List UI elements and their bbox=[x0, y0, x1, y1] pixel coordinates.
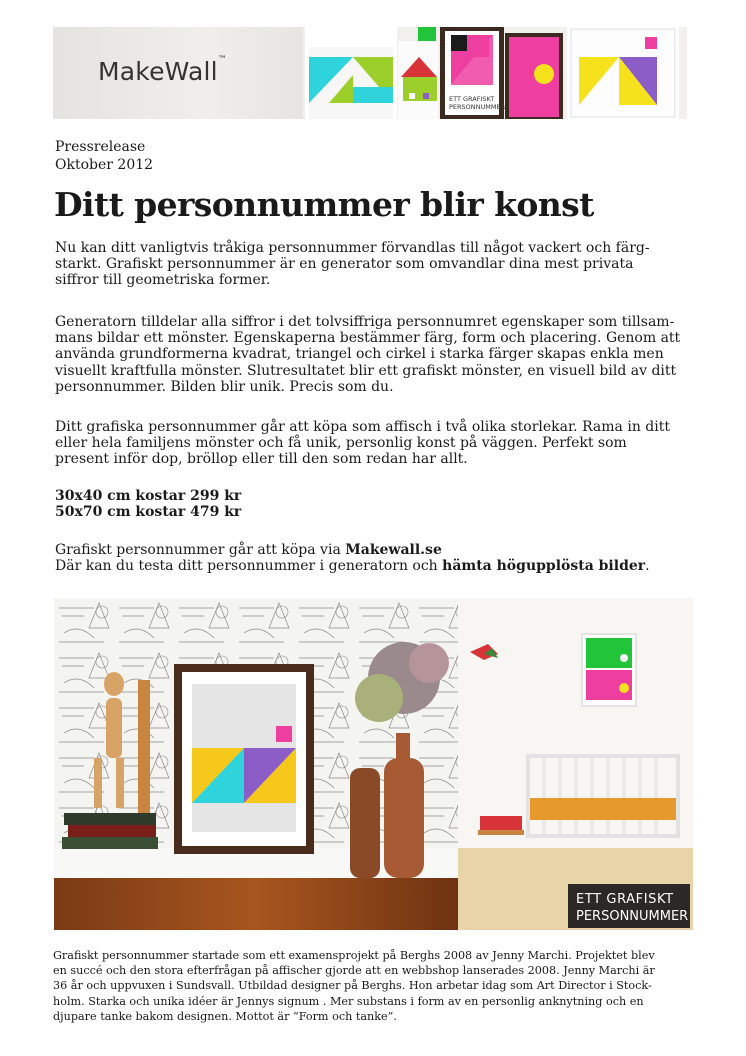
caption-line: 36 år och uppvuxen i Sundsvall. Utbildad designer på Berghs. Hon arbetar idag som Art Director i Stock- bbox=[53, 979, 652, 993]
poster-line: Ditt grafiska personnummer går att köpa som affisch i två olika storlekar. Rama in ditt bbox=[55, 419, 670, 435]
intro-paragraph bbox=[55, 240, 695, 289]
photo-overlay-line-1: ETT GRAFISKT bbox=[576, 892, 674, 907]
nursery-photo bbox=[458, 598, 693, 930]
poster-3 bbox=[440, 27, 506, 119]
buy-line-1: Grafiskt personnummer går att köpa via Makewall.se bbox=[55, 542, 442, 558]
price-small: 30x40 cm kostar 299 kr bbox=[55, 488, 242, 504]
intro-line: siffror till geometriska former. bbox=[55, 272, 271, 289]
poster-line: eller hela familjens mönster och få unik, personlig konst på väggen. Perfekt som bbox=[55, 435, 627, 452]
generator-line: mans bildar ett mönster. Egenskaperna bestämmer färg, form och placering. Genom att bbox=[55, 330, 681, 347]
poster-1 bbox=[305, 27, 397, 119]
generator-line: använda grundformerna kvadrat, triangel och cirkel i starka färger skapas enkla men bbox=[55, 346, 664, 363]
buy-paragraph bbox=[55, 542, 695, 574]
poster-5 bbox=[567, 27, 679, 119]
caption-line: en succé och den stora efterfrågan på affischer gjorde att en webbshop lanserades 2008. Jenny Marchi är bbox=[53, 964, 655, 978]
poster-paragraph bbox=[55, 419, 695, 468]
header-banner bbox=[53, 27, 687, 119]
logo-text: MakeWall bbox=[98, 57, 218, 86]
interior-photo bbox=[54, 598, 458, 930]
intro-line: Nu kan ditt vanligtvis tråkiga personnummer förvandlas till något vackert och färg- bbox=[55, 240, 650, 256]
caption-line: djupare tanke bakom designen. Mottot är “Form och tanke”. bbox=[53, 1009, 397, 1023]
logo-trademark: ™ bbox=[217, 55, 227, 65]
price-list bbox=[55, 488, 695, 520]
page-title: Ditt personnummer blir konst bbox=[54, 185, 594, 224]
banner-posters bbox=[53, 27, 687, 119]
caption-line: holm. Starka och unika idéer är Jennys signum . Mer substans i form av en personlig anknytning och en bbox=[53, 994, 644, 1008]
poster-2 bbox=[398, 41, 438, 119]
poster-caption-2: PERSONNUMMER bbox=[449, 103, 506, 111]
interior-photo-art bbox=[54, 598, 458, 930]
generator-line: Generatorn tilldelar alla siffror i det tolvsiffriga personnumret egenskaper som tillsam- bbox=[55, 314, 675, 330]
makewall-link[interactable]: Makewall.se bbox=[345, 542, 442, 558]
caption-line: Grafiskt personnummer startade som ett examensprojekt på Berghs 2008 av Jenny Marchi. Projektet blev bbox=[53, 949, 655, 962]
pressrelease-label: Pressrelease bbox=[55, 139, 146, 155]
download-images-link[interactable]: hämta högupplösta bilder bbox=[442, 558, 646, 575]
price-large: 50x70 cm kostar 479 kr bbox=[55, 504, 242, 521]
green-strip bbox=[418, 27, 436, 41]
poster-line: present inför dop, bröllop eller till den som redan har allt. bbox=[55, 451, 468, 468]
poster-caption-1: ETT GRAFISKT bbox=[449, 95, 495, 103]
release-date: Oktober 2012 bbox=[55, 157, 154, 173]
generator-paragraph bbox=[55, 314, 695, 395]
generator-line: personnummer. Bilden blir unik. Precis som du. bbox=[55, 378, 394, 395]
generator-line: visuellt kraftfulla mönster. Slutresultatet blir ett grafiskt mönster, en visuell bild av ditt bbox=[55, 362, 677, 379]
buy-line-2: Där kan du testa ditt personnummer i generatorn och hämta högupplösta bilder. bbox=[55, 558, 650, 575]
about-caption bbox=[53, 948, 703, 1024]
photo-overlay-line-2: PERSONNUMMER bbox=[576, 909, 689, 924]
poster-4 bbox=[505, 33, 563, 119]
intro-line: starkt. Grafiskt personnummer är en generator som omvandlar dina mest privata bbox=[55, 256, 634, 273]
nursery-photo-art bbox=[458, 598, 693, 930]
